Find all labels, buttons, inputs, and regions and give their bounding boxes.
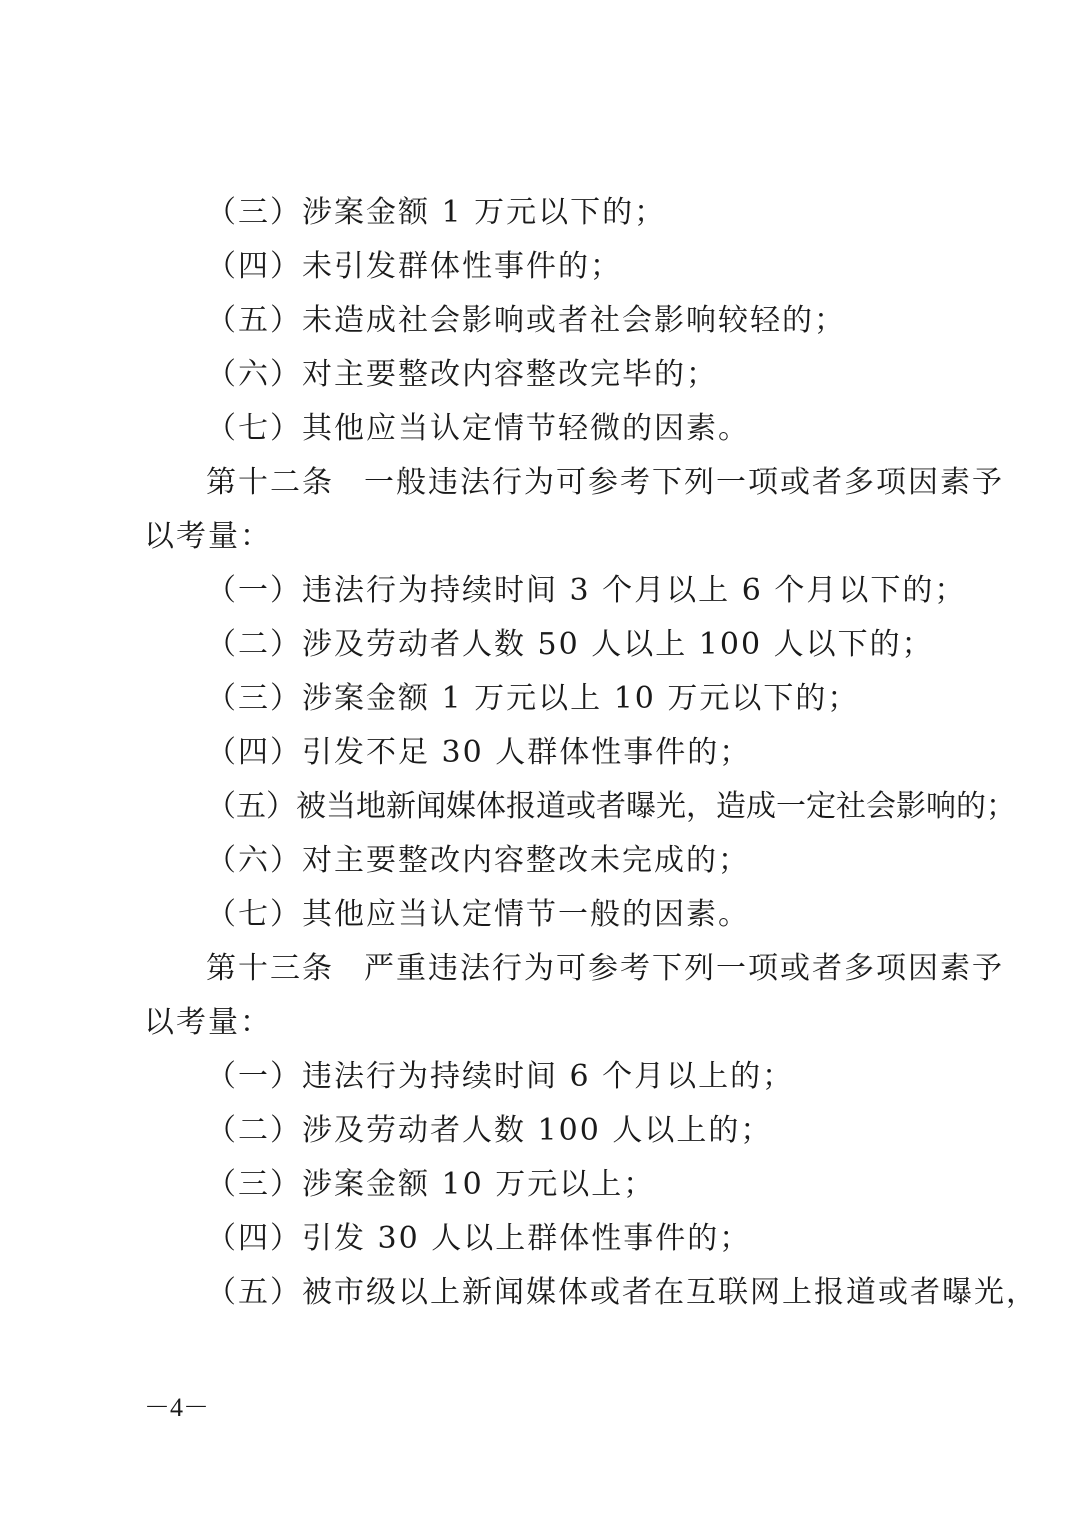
- list-item: （二）涉及劳动者人数 100 人以上的；: [206, 1113, 773, 1148]
- article-13-heading: [144, 942, 1004, 996]
- list-item: （二）涉及劳动者人数 50 人以上 100 人以下的；: [206, 627, 934, 662]
- article-12-heading: [144, 456, 1004, 510]
- article-13-number: 第十三条: [206, 951, 334, 986]
- list-item: （五）被市级以上新闻媒体或者在互联网上报道或者曝光，: [206, 1275, 1038, 1310]
- article-13-text: 严重违法行为可参考下列一项或者多项因素予: [364, 951, 1004, 986]
- list-item: （三）涉案金额 1 万元以上 10 万元以下的；: [206, 681, 860, 716]
- list-item: （五）未造成社会影响或者社会影响较轻的；: [206, 303, 846, 338]
- list-item: （一）违法行为持续时间 3 个月以上 6 个月以下的；: [206, 573, 967, 608]
- list-item: （三）涉案金额 10 万元以上；: [206, 1167, 656, 1202]
- list-item: （七）其他应当认定情节轻微的因素。: [206, 411, 750, 446]
- list-item: （六）对主要整改内容整改未完成的；: [206, 843, 750, 878]
- document-body: [144, 186, 1038, 1320]
- article-13-continuation: 以考量：: [144, 1005, 272, 1040]
- article-12-continuation: 以考量：: [144, 519, 272, 554]
- page-number: －4－: [144, 1393, 210, 1422]
- list-item: （四）引发 30 人以上群体性事件的；: [206, 1221, 752, 1256]
- list-item: （四）未引发群体性事件的；: [206, 249, 622, 284]
- list-item: （三）涉案金额 1 万元以下的；: [206, 195, 667, 230]
- list-item: （四）引发不足 30 人群体性事件的；: [206, 735, 752, 770]
- list-item: （一）违法行为持续时间 6 个月以上的；: [206, 1059, 795, 1094]
- list-item: （七）其他应当认定情节一般的因素。: [206, 897, 750, 932]
- article-12-number: 第十二条: [206, 465, 334, 500]
- list-item: （五）被当地新闻媒体报道或者曝光，造成一定社会影响的；: [206, 789, 1016, 824]
- article-12-text: 一般违法行为可参考下列一项或者多项因素予: [364, 465, 1004, 500]
- list-item: （六）对主要整改内容整改完毕的；: [206, 357, 718, 392]
